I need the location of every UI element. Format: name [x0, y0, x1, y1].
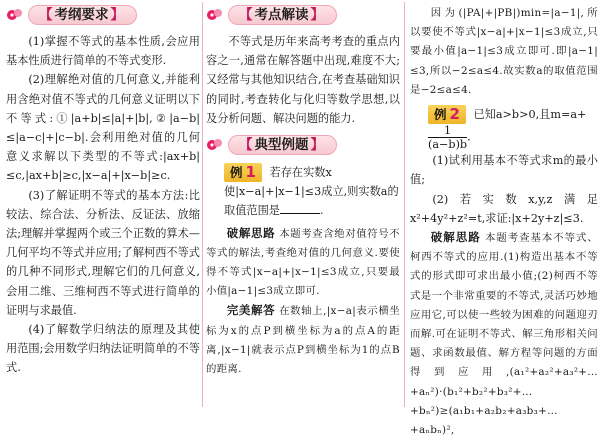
- answer-blank: [280, 202, 320, 214]
- column-divider: [404, 2, 405, 407]
- section-header-syllabus: [6, 4, 200, 26]
- flower-icon: [6, 7, 24, 23]
- syllabus-item-3: (3)了解证明不等式的基本方法:比较法、综合法、分析法、反证法、放缩法;理解并掌握两个或三个正数的算术—几何平均不等式并应用;了解柯西不等式的几种不同形式,理解它们的几何意义,会用二维、三维柯西不等式进行简单的证明与求最值.: [6, 188, 200, 317]
- column-divider: [202, 2, 203, 407]
- solution-conclusion-1: 因为(|PA|+|PB|)min=|a−1|,所以要使不等式|x−a|+|x−1|≤3成立,只要最小值|a−1|≤3成立即可.即|a−1|≤3,所以−2≤a≤4.故实数a的取值范围是−2≤a≤4.: [410, 7, 598, 96]
- solution-idea-2: 破解思路 本题考查基本不等式、柯西不等式的应用.(1)构造出基本不等式的形式即可求出最小值;(2)柯西不等式是一个非常重要的不等式,灵活巧妙地应用它,可以使一些较为困难的问题迎刃而解.可在证明不等式、解三角形相关问题、求函数最值、解方程等问题的方面得到应用,(a₁²+a₂²+a₃²+…+aₙ²)·(b₁²+b₂²+b₃²+…+bₙ²)≥(a₁b₁+a₂b₂+a₃b₃+…+aₙbₙ)²,: [410, 230, 599, 437]
- section-title: 【 考点解读 】: [228, 5, 337, 25]
- section-header-examples: [206, 134, 400, 156]
- solution-idea-1: 破解思路 本题考查含绝对值符号不等式的解法,考查绝对值的几何意义.要使得不等式|x−a|+|x−1|≤3成立,只要最小值|a−1|≤3成立即可.: [206, 225, 400, 298]
- example-1: 例 1 若存在实数x使|x−a|+|x−1|≤3成立,则实数a的取值范围是 .: [224, 163, 399, 218]
- column-examples-cont: [410, 4, 599, 437]
- example-badge: 例 2: [428, 105, 466, 124]
- example-2: 例 2 已知a>b>0,且m=a+: [410, 104, 598, 124]
- flower-icon: [206, 137, 224, 153]
- solution-answer-1: 完美解答 在数轴上,|x−a|表示横坐标为x的点P到横坐标为a的点A的距离,|x−1|就表示点P到横坐标为1的点B的距离.: [206, 303, 401, 376]
- analysis-paragraph: 不等式是历年来高考考查的重点内容之一,通常在解答题中出现,难度不大;又经常与其他知识结合,在考查基础知识的同时,考查转化与化归等数学思想,以及分析问题、解决问题的能力.: [206, 35, 400, 125]
- column-syllabus: [6, 4, 200, 409]
- fraction-line: $\frac{1}{(a-b)b}$ .: [428, 124, 471, 152]
- section-title: 【 典型例题 】: [228, 135, 337, 155]
- question-1: (1)试利用基本不等式求m的最小值;: [410, 154, 598, 187]
- fraction: $\frac{1}{(a-b)b}$: [428, 124, 468, 152]
- question-2: (2)若实数x,y,z满足x²+4y²+z²=t,求证:|x+2y+z|≤3.: [410, 192, 598, 225]
- example-badge: 例 1: [224, 163, 262, 182]
- column-analysis: [206, 4, 400, 409]
- syllabus-item-4: (4)了解数学归纳法的原理及其使用范围;会用数学归纳法证明简单的不等式.: [6, 323, 200, 375]
- syllabus-item-2: (2)理解绝对值的几何意义,并能利用含绝对值不等式的几何意义证明以下不等式:①|a+b|≤|a|+|b|,②|a−b|≤|a−c|+|c−b|.会利用绝对值的几何意义求解以下类型的不等式:|ax+b|≤c,|ax+b|≥c,|x−a|+|x−b|≥c.: [6, 73, 200, 183]
- flower-icon: [206, 7, 224, 23]
- section-header-analysis: [206, 4, 400, 26]
- syllabus-item-1: (1)掌握不等式的基本性质,会应用基本性质进行简单的不等式变形.: [6, 35, 200, 68]
- section-title: 【 考纲要求 】: [28, 5, 137, 25]
